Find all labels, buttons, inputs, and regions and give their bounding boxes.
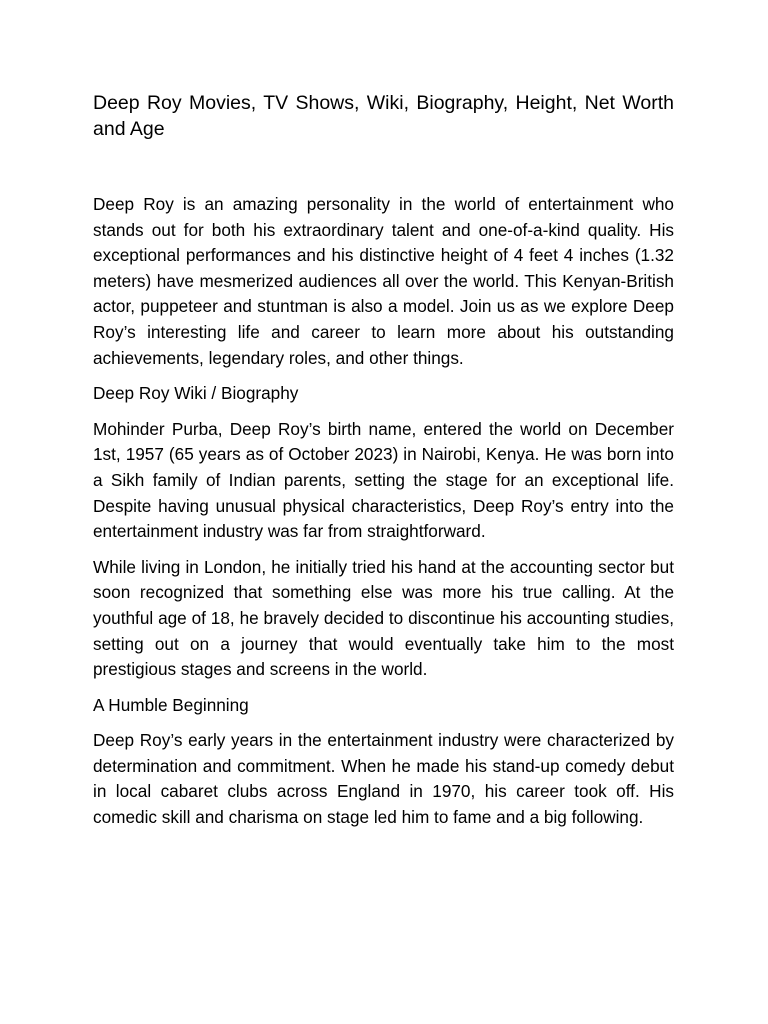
document-page [93,90,674,841]
biography-paragraph-2: While living in London, he initially tried his hand at the accounting sector but soon recognized that something else was more his true calling. At the youthful age of 18, he bravely decided to discontinue his accounting studies, setting out on a journey that would eventually take him to the most prestigious stages and screens in the world. [93,556,674,680]
biography-paragraph-1: Mohinder Purba, Deep Roy’s birth name, entered the world on December 1st, 1957 (65 years as of October 2023) in Nairobi, Kenya. He was born into a Sikh family of Indian parents, setting the stage for an exceptional life. Despite having unusual physical characteristics, Deep Roy’s entry into the entertainment industry was far from straightforward. [93,418,674,542]
intro-paragraph: Deep Roy is an amazing personality in the world of entertainment who stands out for both his extraordinary talent and one-of-a-kind quality. His exceptional performances and his distinctive height of 4 feet 4 inches (1.32 meters) have mesmerized audiences all over the world. This Kenyan-British actor, puppeteer and stuntman is also a model. Join us as we explore Deep Roy’s interesting life and career to learn more about his outstanding achievements, legendary roles, and other things. [93,194,674,368]
section-heading-humble-beginning: A Humble Beginning [93,694,249,715]
section-heading-biography: Deep Roy Wiki / Biography [93,383,299,404]
document-title: Deep Roy Movies, TV Shows, Wiki, Biography, Height, Net Worth and Age [93,92,674,140]
humble-beginning-paragraph-1: Deep Roy’s early years in the entertainment industry were characterized by determination and commitment. When he made his stand-up comedy debut in local cabaret clubs across England in 1970, his career took off. His comedic skill and charisma on stage led him to fame and a big following. [93,730,674,828]
